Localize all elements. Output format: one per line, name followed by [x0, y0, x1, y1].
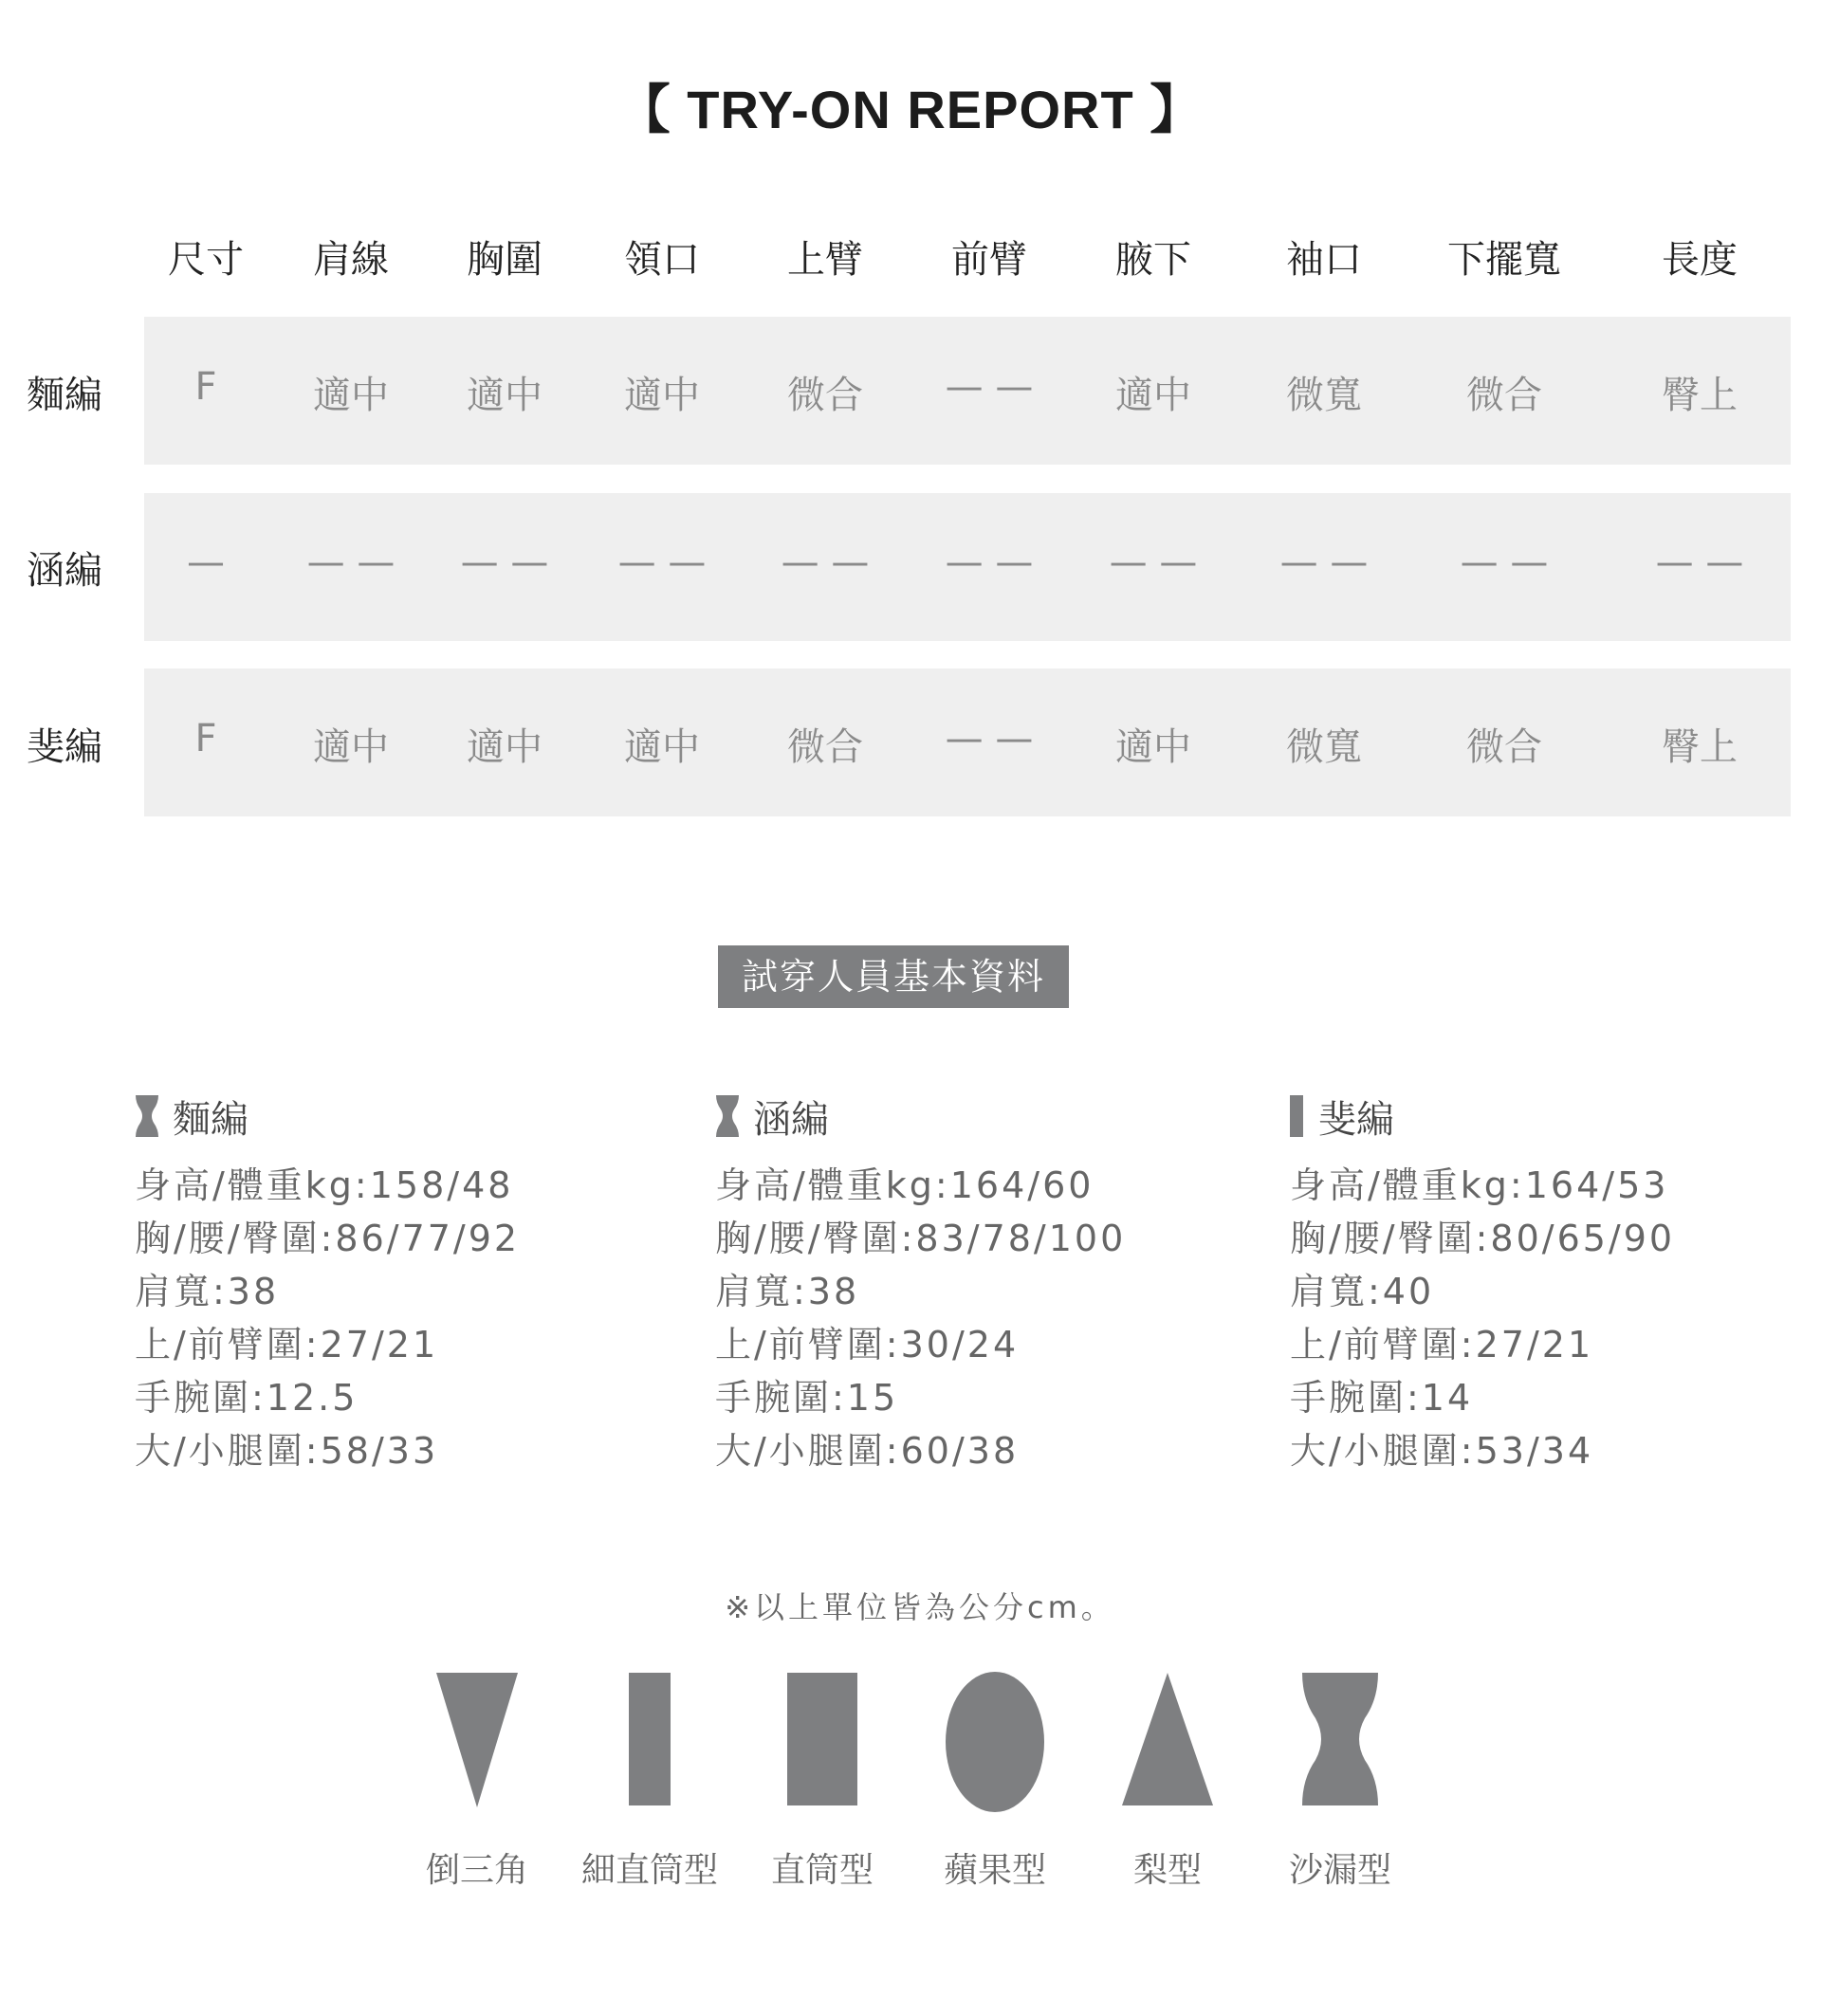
table-cell: F: [194, 365, 217, 409]
person-arm: 上/前臂圍:27/21: [135, 1324, 439, 1365]
body-type-label: 直筒型: [770, 1851, 874, 1890]
person-arm: 上/前臂圍:27/21: [1290, 1324, 1594, 1365]
person-name: 麵編: [173, 1097, 248, 1142]
table-cell: — —: [1460, 541, 1549, 584]
header-hem-width: 下擺寬: [1447, 238, 1561, 282]
person-height-weight: 身高/體重kg:164/53: [1290, 1164, 1669, 1206]
table-cell: 微寬: [1286, 725, 1362, 769]
header-neckline: 領口: [624, 238, 700, 282]
person-height-weight: 身高/體重kg:164/60: [715, 1164, 1094, 1206]
inverted-triangle-icon: [436, 1671, 518, 1807]
person-bust-waist-hip: 胸/腰/臀圍:86/77/92: [135, 1218, 521, 1259]
person-leg: 大/小腿圍:60/38: [715, 1430, 1020, 1472]
table-cell: 適中: [313, 374, 389, 417]
profile-section-badge: 試穿人員基本資料: [718, 945, 1069, 1008]
hourglass-icon: [1302, 1671, 1378, 1807]
table-cell: 臀上: [1662, 374, 1738, 417]
person-card: [715, 1090, 1126, 1477]
table-cell: — —: [306, 541, 395, 584]
slim-straight-icon: [629, 1671, 671, 1807]
body-type-label: 倒三角: [425, 1851, 528, 1890]
table-cell: — —: [1109, 541, 1198, 584]
slim-straight-icon: [1290, 1095, 1305, 1137]
row-label: 涵編: [27, 549, 102, 593]
person-height-weight: 身高/體重kg:158/48: [135, 1164, 514, 1206]
table-cell: — —: [945, 541, 1034, 584]
table-cell: 微合: [787, 725, 863, 769]
table-cell: 臀上: [1662, 725, 1738, 769]
table-cell: — —: [781, 541, 870, 584]
person-name: 斐編: [1318, 1097, 1394, 1142]
header-size: 尺寸: [168, 238, 244, 282]
table-cell: F: [194, 717, 217, 761]
table-cell: 適中: [624, 725, 700, 769]
table-cell: 適中: [1115, 374, 1191, 417]
body-type-label: 蘋果型: [943, 1851, 1046, 1890]
table-cell: 適中: [313, 725, 389, 769]
table-cell: — —: [1655, 541, 1744, 584]
person-name: 涵編: [753, 1097, 829, 1142]
person-header: [1290, 1090, 1675, 1142]
person-shoulder: 肩寬:38: [135, 1271, 280, 1312]
apple-icon: [946, 1671, 1044, 1813]
unit-note: ※以上單位皆為公分cm。: [725, 1589, 1115, 1625]
row-label: 斐編: [27, 725, 102, 769]
person-card: [1290, 1090, 1675, 1477]
person-bust-waist-hip: 胸/腰/臀圍:80/65/90: [1290, 1218, 1676, 1259]
body-type-label: 梨型: [1132, 1851, 1202, 1890]
page-title: 【 TRY-ON REPORT 】: [616, 80, 1205, 139]
table-cell: — —: [945, 717, 1034, 761]
person-shoulder: 肩寬:38: [715, 1271, 860, 1312]
header-chest: 胸圍: [467, 238, 543, 282]
straight-icon: [787, 1671, 857, 1807]
person-wrist: 手腕圍:15: [715, 1377, 899, 1419]
hourglass-icon: [715, 1095, 740, 1137]
person-arm: 上/前臂圍:30/24: [715, 1324, 1020, 1365]
table-cell: 適中: [467, 374, 543, 417]
person-header: [135, 1090, 520, 1142]
body-type-label: 沙漏型: [1288, 1851, 1391, 1890]
header-length: 長度: [1662, 238, 1738, 282]
table-cell: — —: [945, 365, 1034, 409]
hourglass-icon: [135, 1095, 159, 1137]
table-cell: 微合: [787, 374, 863, 417]
table-cell: 微合: [1466, 725, 1542, 769]
body-type-label: 細直筒型: [580, 1851, 718, 1890]
header-cuff: 袖口: [1286, 238, 1362, 282]
header-upper-arm: 上臂: [787, 238, 863, 282]
table-cell: 適中: [1115, 725, 1191, 769]
person-bust-waist-hip: 胸/腰/臀圍:83/78/100: [715, 1218, 1127, 1259]
table-cell: 微合: [1466, 374, 1542, 417]
table-cell: — —: [1279, 541, 1369, 584]
person-leg: 大/小腿圍:58/33: [135, 1430, 439, 1472]
header-underarm: 腋下: [1115, 238, 1191, 282]
person-wrist: 手腕圍:12.5: [135, 1377, 359, 1419]
row-label: 麵編: [27, 374, 102, 417]
table-cell: — —: [460, 541, 549, 584]
pear-icon: [1122, 1671, 1213, 1807]
person-shoulder: 肩寬:40: [1290, 1271, 1435, 1312]
table-cell: 適中: [624, 374, 700, 417]
person-header: [715, 1090, 1126, 1142]
header-forearm: 前臂: [951, 238, 1027, 282]
table-cell: — —: [617, 541, 707, 584]
table-cell: 適中: [467, 725, 543, 769]
table-cell: —: [187, 541, 225, 584]
person-leg: 大/小腿圍:53/34: [1290, 1430, 1594, 1472]
person-wrist: 手腕圍:14: [1290, 1377, 1474, 1419]
person-card: [135, 1090, 520, 1477]
table-cell: 微寬: [1286, 374, 1362, 417]
header-shoulder: 肩線: [313, 238, 389, 282]
